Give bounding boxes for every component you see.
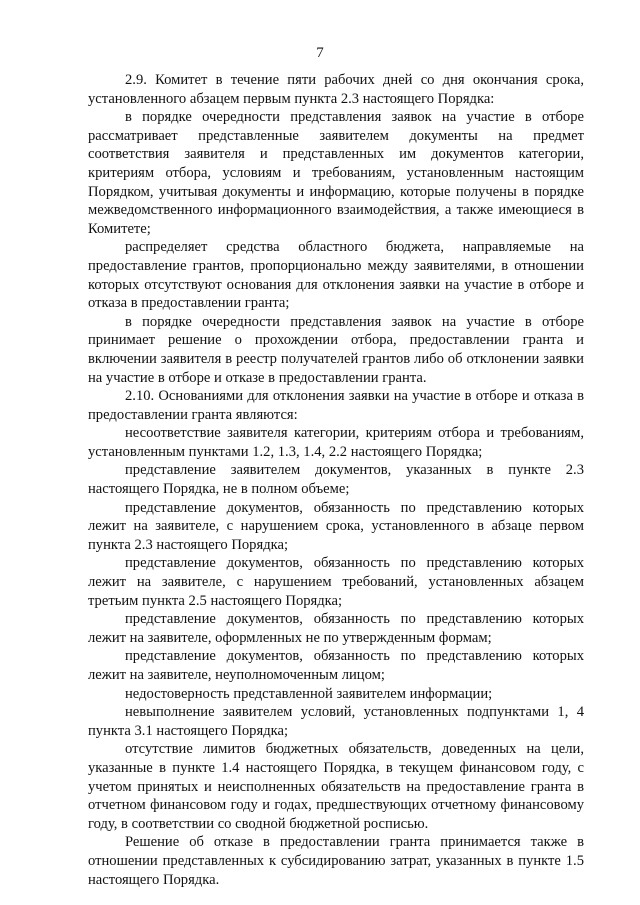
paragraph-2-10: 2.10. Основаниями для отклонения заявки на участие в отборе и отказа в предоставлении гранта являются: <box>88 388 584 423</box>
paragraph-make-decision: в порядке очередности представления заявок на участие в отборе принимает решение о прохождении отбора, предоставлении гранта и включении заявителя в реестр получателей грантов либо об отклонении заявки на участие в отборе и отказе в предоставлении гранта. <box>88 313 584 386</box>
page-number: 7 <box>316 45 324 61</box>
paragraph-reason-limits: отсутствие лимитов бюджетных обязательств, доведенных на цели, указанные в пункте 1.4 настоящего Порядка, в текущем финансовом году, с учетом принятых и неисполненных обязательств на предоставление гранта в отчетном финансовом году и годах, предшествующих отчетному финансовому году, в соответствии со сводной бюджетной росписью. <box>88 741 584 832</box>
paragraph-2-9: 2.9. Комитет в течение пяти рабочих дней со дня окончания срока, установленного абзацем первым пункта 2.3 настоящего Порядка: <box>88 72 584 107</box>
paragraph-reason-noncompliance: несоответствие заявителя категории, критериям отбора и требованиям, установленным пунктами 1.2, 1.3, 1.4, 2.2 настоящего Порядка; <box>88 425 584 460</box>
paragraph-reason-false-info: недостоверность представленной заявителем информации; <box>125 685 493 702</box>
paragraph-reason-late: представление документов, обязанность по представлению которых лежит на заявителе, с нарушением срока, установленного в абзаце первом пункта 2.3 настоящего Порядка; <box>88 499 584 553</box>
paragraph-reason-unauthorized: представление документов, обязанность по представлению которых лежит на заявителе, неуполномоченным лицом; <box>88 648 584 683</box>
document-body <box>88 71 584 889</box>
paragraph-distribute-funds: распределяет средства областного бюджета, направляемые на предоставление грантов, пропорционально между заявителями, в отношении которых отсутствуют основания для отклонения заявки на участие в отборе и отказа в предоставлении гранта; <box>88 239 584 312</box>
paragraph-review-applications: в порядке очередности представления заявок на участие в отборе рассматривает представленные заявителем документы на предмет соответствия заявителя и представленных им документов категории, критериям отбора, условиям и требованиям, установленным настоящим Порядком, учитывая документы и информацию, которые получены в порядке межведомственного информационного взаимодействия, а также имеющиеся в Комитете; <box>88 109 584 237</box>
paragraph-refusal-decision: Решение об отказе в предоставлении гранта принимается также в отношении представленных к субсидированию затрат, указанных в пункте 1.5 настоящего Порядка. <box>88 834 584 888</box>
paragraph-reason-incomplete: представление заявителем документов, указанных в пункте 2.3 настоящего Порядка, не в полном объеме; <box>88 462 584 498</box>
paragraph-reason-forms: представление документов, обязанность по представлению которых лежит на заявителе, оформленных не по утвержденным формам; <box>88 611 584 646</box>
paragraph-reason-requirements: представление документов, обязанность по представлению которых лежит на заявителе, с нарушением требований, установленных абзацем третьим пункта 2.5 настоящего Порядка; <box>88 555 584 609</box>
paragraph-reason-conditions: невыполнение заявителем условий, установленных подпунктами 1, 4 пункта 3.1 настоящего Порядка; <box>88 704 584 739</box>
